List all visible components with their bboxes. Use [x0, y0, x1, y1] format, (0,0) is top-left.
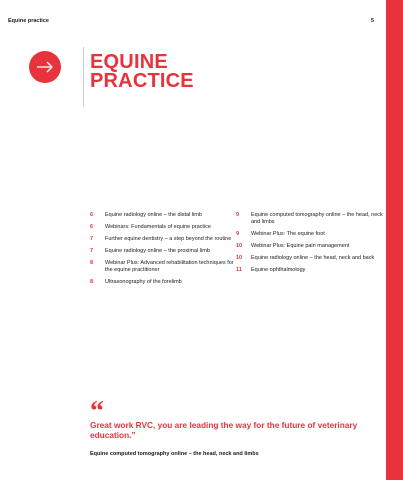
- toc-page-number: 11: [236, 267, 242, 273]
- toc-item-title: Equine ophthalmology: [251, 267, 306, 273]
- arrow-right-icon: [36, 61, 54, 73]
- toc-item[interactable]: [90, 248, 235, 255]
- toc-item-title: Webinar Plus: Advanced rehabilitation techniques for the equine practitioner: [105, 260, 234, 273]
- toc-item-title: Webinars: Fundamentals of equine practice: [105, 224, 211, 230]
- title-line-2: PRACTICE: [90, 70, 194, 92]
- toc-item[interactable]: [236, 212, 386, 226]
- toc-item[interactable]: [90, 279, 235, 286]
- toc-item-title: Further equine dentistry – a step beyond the routine: [105, 236, 232, 242]
- toc-page-number: 10: [236, 243, 243, 249]
- testimonial-quote: Great work RVC, you are leading the way for the future of veterinary education.”: [90, 420, 358, 440]
- toc-item-title: Equine radiology online – the distal limb: [105, 212, 202, 218]
- toc-page-number: 6: [90, 212, 94, 218]
- toc-item[interactable]: [90, 260, 235, 274]
- arrow-button: [29, 51, 61, 83]
- accent-bar: [386, 0, 403, 480]
- toc-item-title: Ultrasonography of the forelimb: [105, 279, 182, 285]
- toc-item-title: Equine radiology online – the head, neck and back: [251, 255, 375, 261]
- toc-item[interactable]: [236, 231, 386, 238]
- toc-item[interactable]: [90, 224, 235, 231]
- toc-right-column: [236, 212, 386, 279]
- toc-item-title: Equine computed tomography online – the head, neck and limbs: [251, 212, 383, 225]
- title-line-1: EQUINE: [90, 51, 168, 73]
- toc-item[interactable]: [90, 212, 235, 219]
- toc-page-number: 9: [236, 231, 240, 237]
- toc-left-column: [90, 212, 235, 291]
- testimonial-source: Equine computed tomography online – the head, neck and limbs: [90, 451, 259, 457]
- toc-page-number: 7: [90, 248, 94, 254]
- toc-page-number: 10: [236, 255, 243, 261]
- toc-page-number: 9: [236, 212, 240, 218]
- section-title: [90, 53, 194, 91]
- toc-page-number: 7: [90, 236, 94, 242]
- toc-item[interactable]: [236, 243, 386, 250]
- toc-page-number: 8: [90, 260, 94, 266]
- divider: [83, 47, 84, 107]
- quote-mark-icon: “: [90, 396, 104, 427]
- toc-item[interactable]: [236, 255, 386, 262]
- toc-item[interactable]: [236, 267, 386, 274]
- toc-item-title: Equine radiology online – the proximal limb: [105, 248, 210, 254]
- running-header: Equine practice: [8, 18, 49, 24]
- toc-page-number: 8: [90, 279, 94, 285]
- page-number: 5: [371, 18, 375, 24]
- toc-page-number: 6: [90, 224, 94, 230]
- toc-item-title: Webinar Plus: The equine foot: [251, 231, 325, 237]
- toc-item-title: Webinar Plus: Equine pain management: [251, 243, 350, 249]
- toc-item[interactable]: [90, 236, 235, 243]
